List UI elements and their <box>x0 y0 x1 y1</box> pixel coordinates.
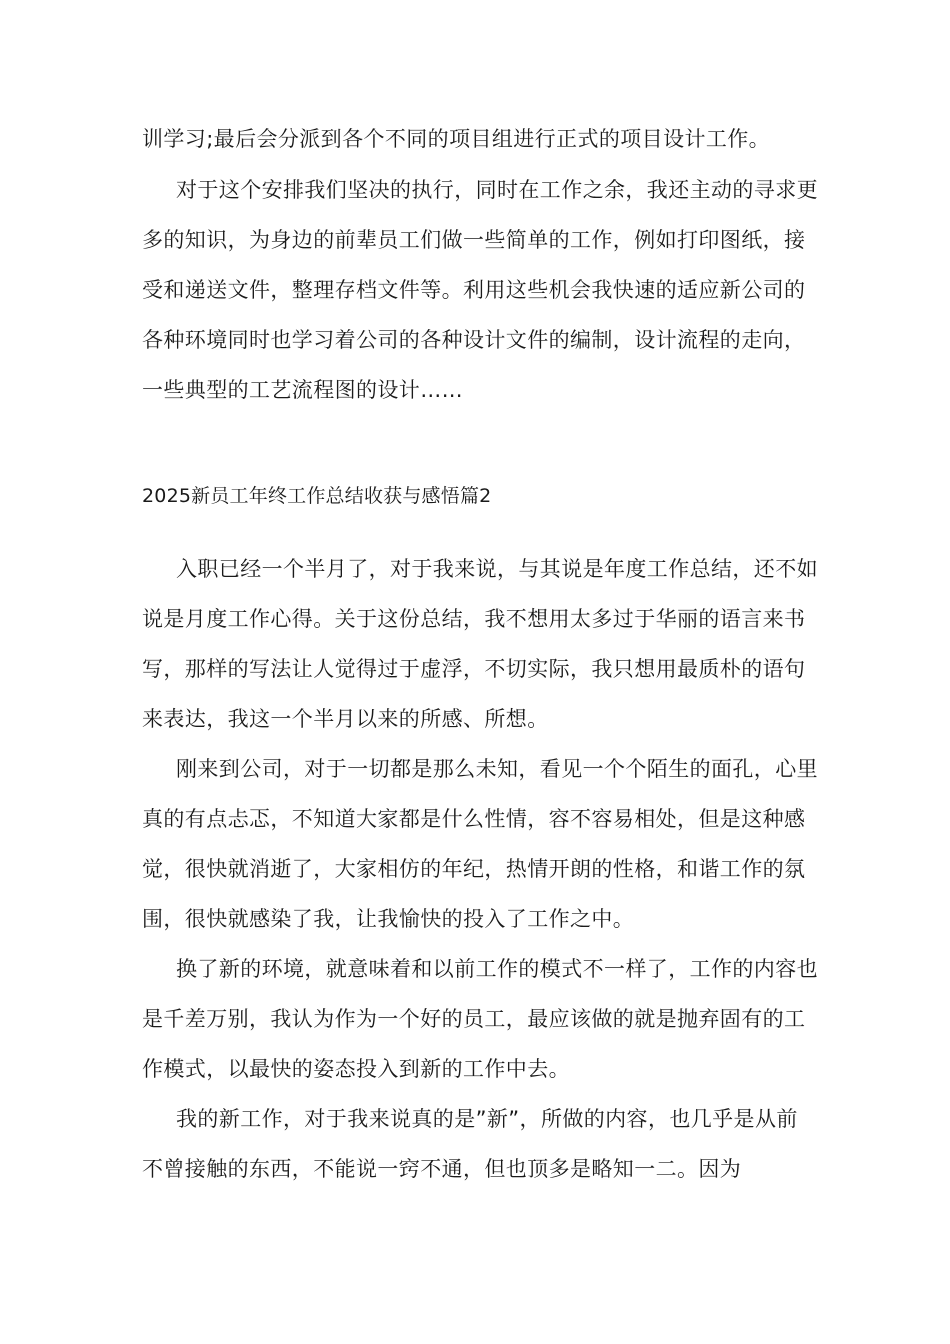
paragraph-line: 多的知识，为身边的前辈员工们做一些简单的工作，例如打印图纸，接 <box>142 228 806 252</box>
paragraph-line: 围，很快就感染了我，让我愉快的投入了工作之中。 <box>142 907 635 931</box>
paragraph-line: 写，那样的写法让人觉得过于虚浮，不切实际，我只想用最质朴的语句 <box>142 657 806 681</box>
paragraph-line: 我的新工作，对于我来说真的是”新”，所做的内容，也几乎是从前 <box>176 1107 798 1131</box>
paragraph-line: 不曾接触的东西，不能说一窍不通，但也顶多是略知一二。因为 <box>142 1157 742 1181</box>
paragraph-line: 换了新的环境，就意味着和以前工作的模式不一样了，工作的内容也 <box>176 957 818 981</box>
paragraph-line: 训学习;最后会分派到各个不同的项目组进行正式的项目设计工作。 <box>142 127 771 151</box>
paragraph-line: 是千差万别，我认为作为一个好的员工，最应该做的就是抛弃固有的工 <box>142 1007 806 1031</box>
paragraph-line: 一些典型的工艺流程图的设计…… <box>142 378 463 402</box>
paragraph-line: 刚来到公司，对于一切都是那么未知，看见一个个陌生的面孔，心里 <box>176 757 818 781</box>
paragraph-line: 各种环境同时也学习着公司的各种设计文件的编制，设计流程的走向， <box>142 328 806 352</box>
section-heading: 2025新员工年终工作总结收获与感悟篇2 <box>142 485 492 507</box>
paragraph-line: 说是月度工作心得。关于这份总结，我不想用太多过于华丽的语言来书 <box>142 607 806 631</box>
paragraph-line: 觉，很快就消逝了，大家相仿的年纪，热情开朗的性格，和谐工作的氛 <box>142 857 806 881</box>
paragraph-line: 对于这个安排我们坚决的执行，同时在工作之余，我还主动的寻求更 <box>176 178 818 202</box>
paragraph-line: 受和递送文件，整理存档文件等。利用这些机会我快速的适应新公司的 <box>142 278 806 302</box>
paragraph-line: 真的有点忐忑，不知道大家都是什么性情，容不容易相处，但是这种感 <box>142 807 806 831</box>
paragraph-line: 入职已经一个半月了，对于我来说，与其说是年度工作总结，还不如 <box>176 557 818 581</box>
paragraph-line: 作模式，以最快的姿态投入到新的工作中去。 <box>142 1057 570 1081</box>
paragraph-line: 来表达，我这一个半月以来的所感、所想。 <box>142 707 549 731</box>
